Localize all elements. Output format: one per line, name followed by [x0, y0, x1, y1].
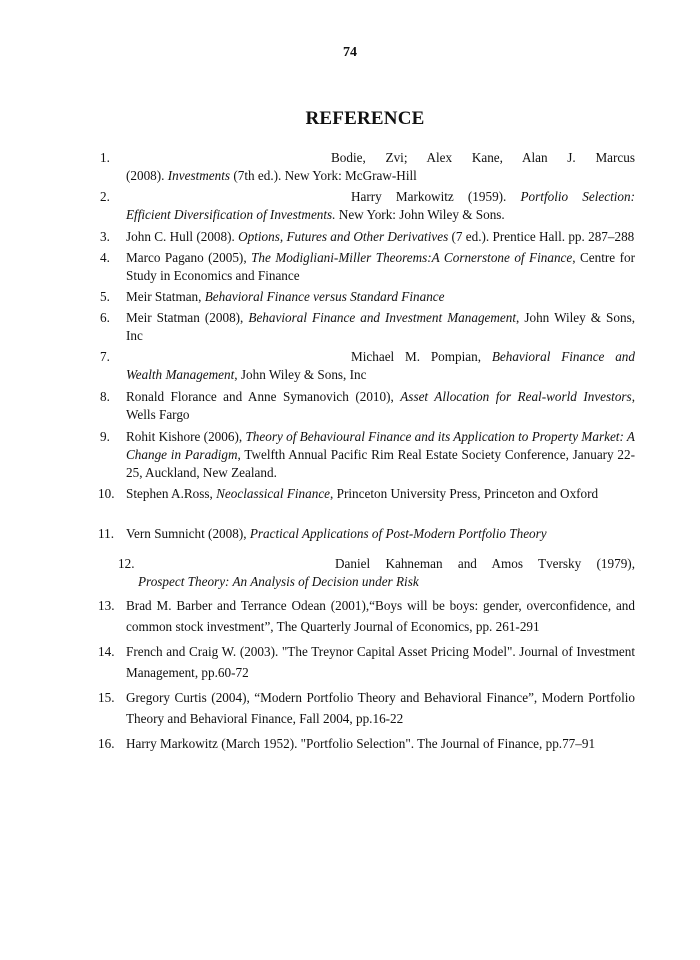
- reference-publisher: , John Wiley & Sons, Inc: [234, 367, 367, 382]
- reference-publisher: , Wells Fargo: [126, 389, 635, 422]
- page-number: 74: [343, 45, 357, 60]
- reference-text: French and Craig W. (2003). "The Treynor Capital Asset Pricing Model". Journal of Investment Management, pp.60-72: [126, 644, 635, 680]
- reference-item: [100, 641, 635, 683]
- reference-item: [100, 595, 635, 637]
- reference-author: Rohit Kishore (2006),: [126, 429, 246, 444]
- reference-number: 6.: [100, 310, 110, 325]
- reference-title: Prospect Theory: An Analysis of Decision under Risk: [138, 574, 419, 589]
- reference-title: Practical Applications of Post-Modern Portfolio Theory: [249, 526, 547, 541]
- reference-title-cont: Wealth Management: [126, 367, 235, 382]
- reference-publisher: , Princeton University Press, Princeton and Oxford: [330, 486, 599, 501]
- reference-number: 1.: [100, 150, 110, 165]
- reference-publisher: (7th ed.). New York: McGraw-Hill: [230, 168, 417, 183]
- reference-title: Options, Futures and Other Derivatives: [238, 229, 449, 244]
- reference-author: Harry Markowitz (1959).: [351, 189, 521, 204]
- reference-item: [100, 388, 635, 424]
- reference-item: [100, 525, 635, 543]
- reference-item: [100, 149, 635, 185]
- reference-number: 11.: [98, 526, 114, 541]
- reference-title: Asset Allocation for Real-world Investors: [400, 389, 632, 404]
- reference-item: [100, 188, 635, 224]
- reference-text: Harry Markowitz (March 1952). "Portfolio Selection". The Journal of Finance, pp.77–91: [126, 736, 596, 751]
- reference-year: (2008).: [126, 168, 168, 183]
- reference-title: Behavioral Finance and Investment Management: [248, 310, 517, 325]
- reference-title: Investments: [167, 168, 231, 183]
- reference-author: Vern Sumnicht (2008),: [126, 526, 250, 541]
- reference-item: [100, 555, 635, 591]
- reference-author: John C. Hull (2008).: [126, 229, 239, 244]
- reference-title: Behavioral Finance versus Standard Finance: [204, 289, 445, 304]
- reference-item: [100, 348, 635, 384]
- reference-item: [100, 428, 635, 482]
- reference-item: [100, 687, 635, 729]
- reference-number: 2.: [100, 189, 110, 204]
- reference-number: 7.: [100, 349, 110, 364]
- reference-number: 5.: [100, 289, 110, 304]
- reference-item: [100, 309, 635, 345]
- reference-publisher: , Twelfth Annual Pacific Rim Real Estate Society Conference, January 22-25, Auckland, New Zealand.: [126, 447, 635, 480]
- reference-item: [100, 485, 635, 503]
- reference-title: Theory of Behavioural Finance and its Application to Property Market: A Change in Paradigm: [126, 429, 635, 462]
- reference-item: [100, 249, 635, 285]
- reference-title-cont: Efficient Diversification of Investments.: [126, 207, 336, 222]
- reference-author: Bodie, Zvi; Alex Kane, Alan J. Marcus: [331, 150, 635, 165]
- reference-item: [100, 733, 635, 754]
- reference-publisher: , John Wiley & Sons, Inc: [126, 310, 636, 343]
- page-title: REFERENCE: [305, 108, 425, 129]
- reference-text: Gregory Curtis (2004), “Modern Portfolio Theory and Behavioral Finance”, Modern Portfolio Theory and Behavioral Finance, Fall 2004, pp.16-22: [126, 690, 635, 726]
- reference-publisher: New York: John Wiley & Sons.: [335, 207, 505, 222]
- reference-number: 8.: [100, 389, 110, 404]
- reference-item: [100, 228, 635, 246]
- reference-number: 3.: [100, 229, 110, 244]
- reference-number: 12.: [118, 556, 135, 571]
- reference-author: Stephen A.Ross,: [126, 486, 217, 501]
- reference-author: Marco Pagano (2005),: [126, 250, 252, 265]
- reference-item: [100, 288, 635, 306]
- reference-author: Michael M. Pompian,: [351, 349, 492, 364]
- reference-publisher: (7 ed.). Prentice Hall. pp. 287–288: [448, 229, 635, 244]
- reference-number: 14.: [98, 644, 115, 659]
- reference-title: The Modigliani-Miller Theorems:A Cornerstone of Finance: [251, 250, 573, 265]
- reference-author: Daniel Kahneman and Amos Tversky (1979),: [335, 556, 635, 571]
- reference-list: [100, 149, 635, 757]
- reference-number: 13.: [98, 598, 115, 613]
- reference-number: 10.: [98, 486, 115, 501]
- reference-title: Behavioral Finance and: [491, 349, 635, 364]
- reference-author: Ronald Florance and Anne Symanovich (2010),: [126, 389, 401, 404]
- reference-text: Brad M. Barber and Terrance Odean (2001),“Boys will be boys: gender, overconfidence, and common stock investment”, The Quarterly Journal of Economics, pp. 261-291: [126, 598, 635, 634]
- reference-publisher: , Centre for Study in Economics and Finance: [126, 250, 635, 283]
- reference-number: 9.: [100, 429, 110, 444]
- reference-author: Meir Statman,: [126, 289, 205, 304]
- reference-title: Portfolio Selection:: [520, 189, 635, 204]
- reference-title: Neoclassical Finance: [216, 486, 331, 501]
- reference-number: 4.: [100, 250, 110, 265]
- reference-number: 16.: [98, 736, 115, 751]
- reference-number: 15.: [98, 690, 115, 705]
- reference-author: Meir Statman (2008),: [126, 310, 249, 325]
